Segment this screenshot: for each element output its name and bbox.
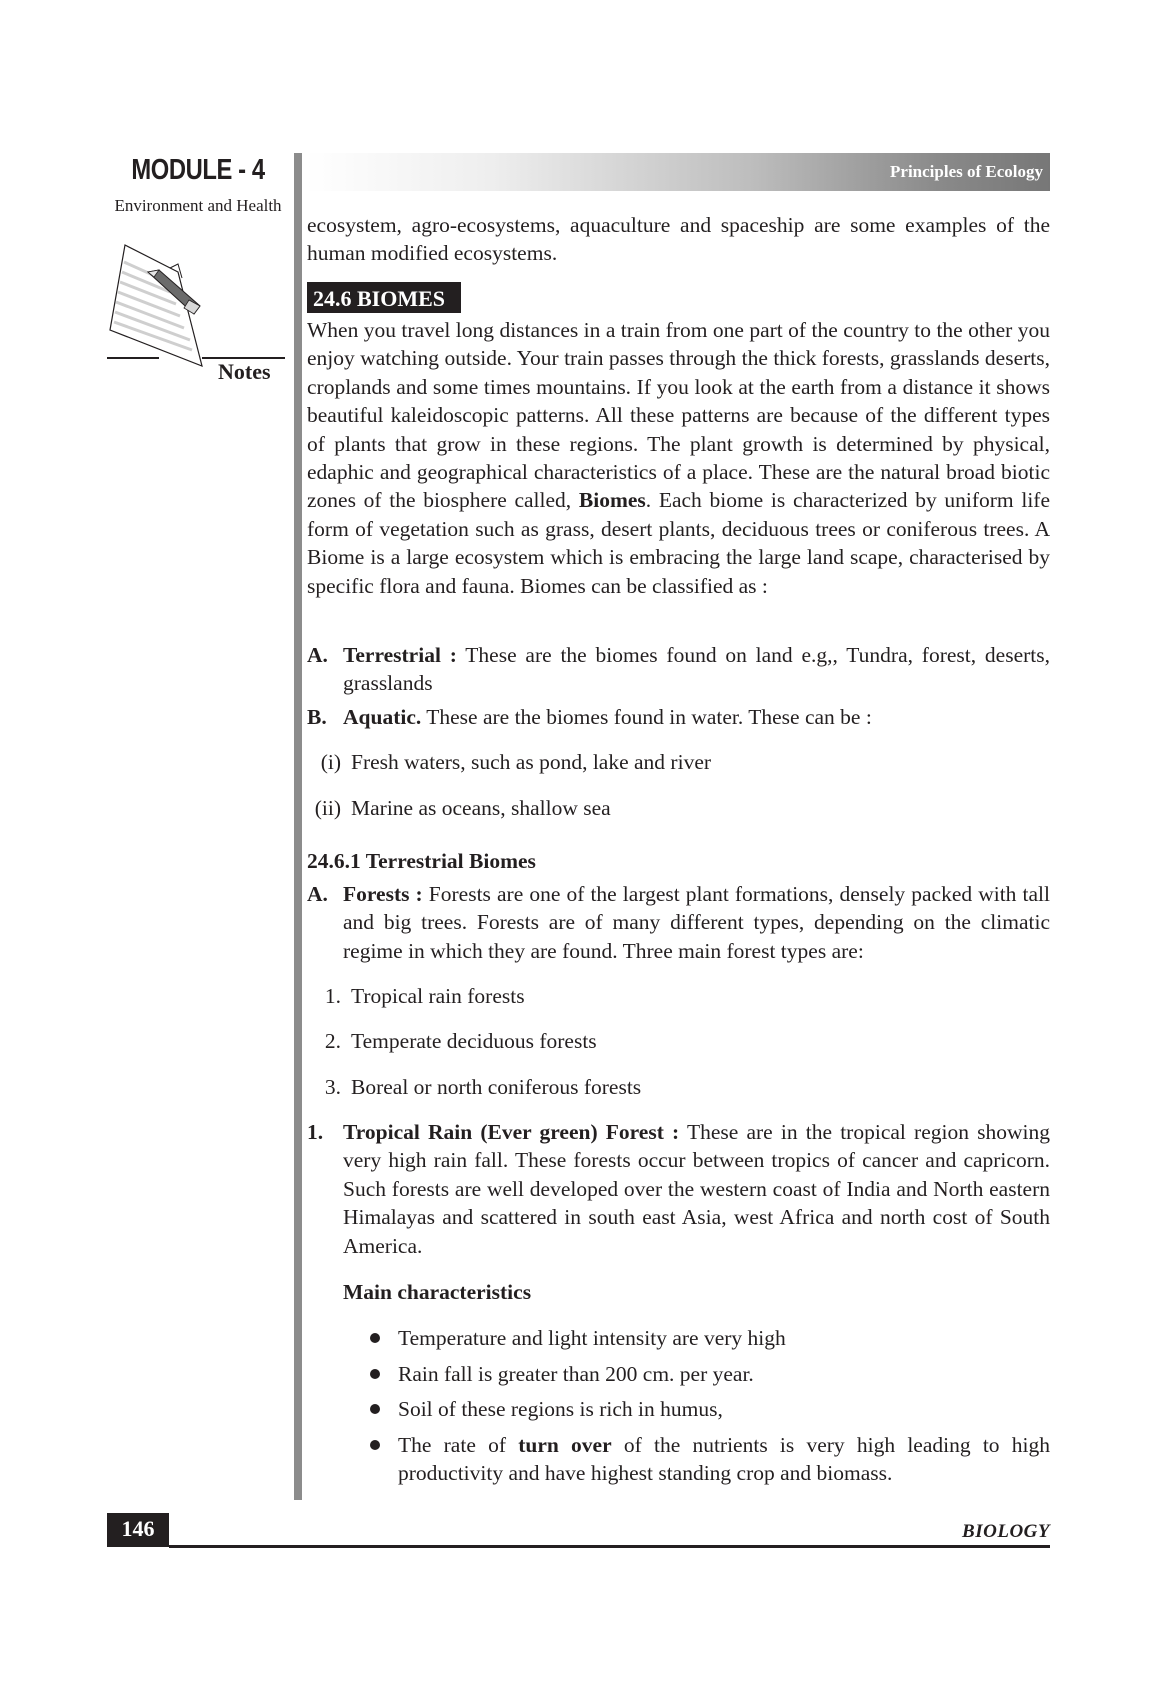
tropical-forest-item (307, 1118, 1050, 1260)
intro-line: human modified ecosystems. (307, 241, 558, 266)
subsection-heading: 24.6.1 Terrestrial Biomes (307, 849, 536, 873)
bullet-icon (368, 1324, 398, 1352)
footer-rule (169, 1545, 1050, 1548)
item-text: Marine as oceans, shallow sea (351, 796, 611, 820)
characteristic-item (368, 1324, 1050, 1352)
module-subtitle: Environment and Health (114, 196, 282, 215)
paragraph-text: . Each biome is characterized by uniform life form of vegetation such as grass, desert plants, deciduous trees or coniferous trees. A Biome is a large ecosystem which is embracing the large land scape, characterised by specific flora and fauna. Biomes can be classified as : (307, 488, 1051, 598)
forest-type-item (307, 1073, 1050, 1101)
item-text: These are the biomes found on land e.g,, Tundra, forest, deserts, grasslands (343, 643, 1050, 696)
forest-type-item (307, 982, 1050, 1010)
forests-item (307, 880, 1050, 965)
item-text: Boreal or north coniferous forests (351, 1075, 642, 1099)
notes-pencil-icon (104, 242, 214, 372)
biomes-term: Biomes (578, 488, 646, 513)
paragraph-text: When you travel long distances in a train from one part of the country to the other you enjoy watching outside. Your train passes through the thick forests, grasslands deserts, croplands and some times mountains. If you look at the earth from a distance it shows beautiful kaleidoscopic patterns. All these patterns are because of the different types of plants that grow in these regions. The plant growth is determined by physical, edaphic and geographical characteristics of a place. These are the natural broad biotic zones of the biosphere called, (307, 318, 1050, 513)
margin-vertical-rule (294, 153, 302, 1500)
list-marker: 2. (324, 1029, 341, 1053)
list-marker: 1. (307, 1120, 324, 1144)
item-text: Rain fall is greater than 200 cm. per year. (398, 1362, 754, 1386)
list-marker: 3. (324, 1075, 341, 1099)
list-marker: B. (307, 705, 327, 729)
list-marker: A. (307, 882, 328, 906)
book-title: BIOLOGY (962, 1521, 1050, 1542)
aquatic-type-item (307, 748, 1050, 776)
characteristic-item (368, 1395, 1050, 1423)
term: Terrestrial : (343, 643, 457, 667)
characteristic-item (368, 1431, 1050, 1488)
item-text: of the nutrients is very high leading to high productivity and have highest standing crop and biomass. (398, 1433, 1050, 1486)
term: Aquatic. (343, 705, 422, 729)
chapter-title: Principles of Ecology (890, 162, 1043, 181)
item-text: Temperature and light intensity are very high (398, 1326, 786, 1350)
item-text: Temperate deciduous forests (351, 1029, 597, 1053)
item-text: Fresh waters, such as pond, lake and river (351, 750, 712, 774)
bullet-icon (368, 1360, 398, 1388)
notes-divider-left (107, 357, 159, 359)
bullet-icon (368, 1431, 398, 1488)
term: Forests : (343, 882, 423, 906)
biomes-paragraph (307, 316, 1050, 600)
item-text: Soil of these regions is rich in humus, (398, 1397, 723, 1421)
module-title: MODULE - 4 (131, 154, 265, 186)
classification-item-a (307, 641, 1050, 698)
list-marker: A. (307, 643, 328, 667)
item-text: The rate of (398, 1433, 519, 1457)
item-text: These are the biomes found in water. These can be : (421, 705, 872, 729)
page-number: 146 (107, 1513, 169, 1547)
running-header (306, 153, 1050, 191)
characteristic-item (368, 1360, 1050, 1388)
turn-over-term: turn over (518, 1433, 612, 1457)
list-marker: (ii) (314, 796, 341, 820)
intro-line: ecosystem, agro-ecosystems, aquaculture and spaceship are some examples of the (307, 213, 1050, 237)
forest-type-item (307, 1027, 1050, 1055)
section-heading: 24.6 BIOMES (307, 282, 461, 313)
item-text: These are in the tropical region showing very high rain fall. These forests occur between tropics of cancer and capricorn. Such forests are well developed over the western coast of India and North eastern Himalayas and scattered in south east Asia, west Africa and north cost of South America. (343, 1120, 1051, 1258)
characteristics-heading: Main characteristics (343, 1280, 532, 1304)
item-text: Forests are one of the largest plant formations, densely packed with tall and big trees. Forests are of many different types, depending on the climatic regime in which they are found. Three main forest types are: (343, 882, 1050, 963)
list-marker: (i) (320, 750, 341, 774)
intro-paragraph (307, 211, 1050, 268)
term: Tropical Rain (Ever green) Forest : (343, 1120, 680, 1144)
notes-label: Notes (218, 359, 271, 384)
classification-item-b (307, 703, 1050, 731)
aquatic-type-item (307, 794, 1050, 822)
list-marker: 1. (324, 984, 341, 1008)
item-text: Tropical rain forests (351, 984, 525, 1008)
bullet-icon (368, 1395, 398, 1423)
